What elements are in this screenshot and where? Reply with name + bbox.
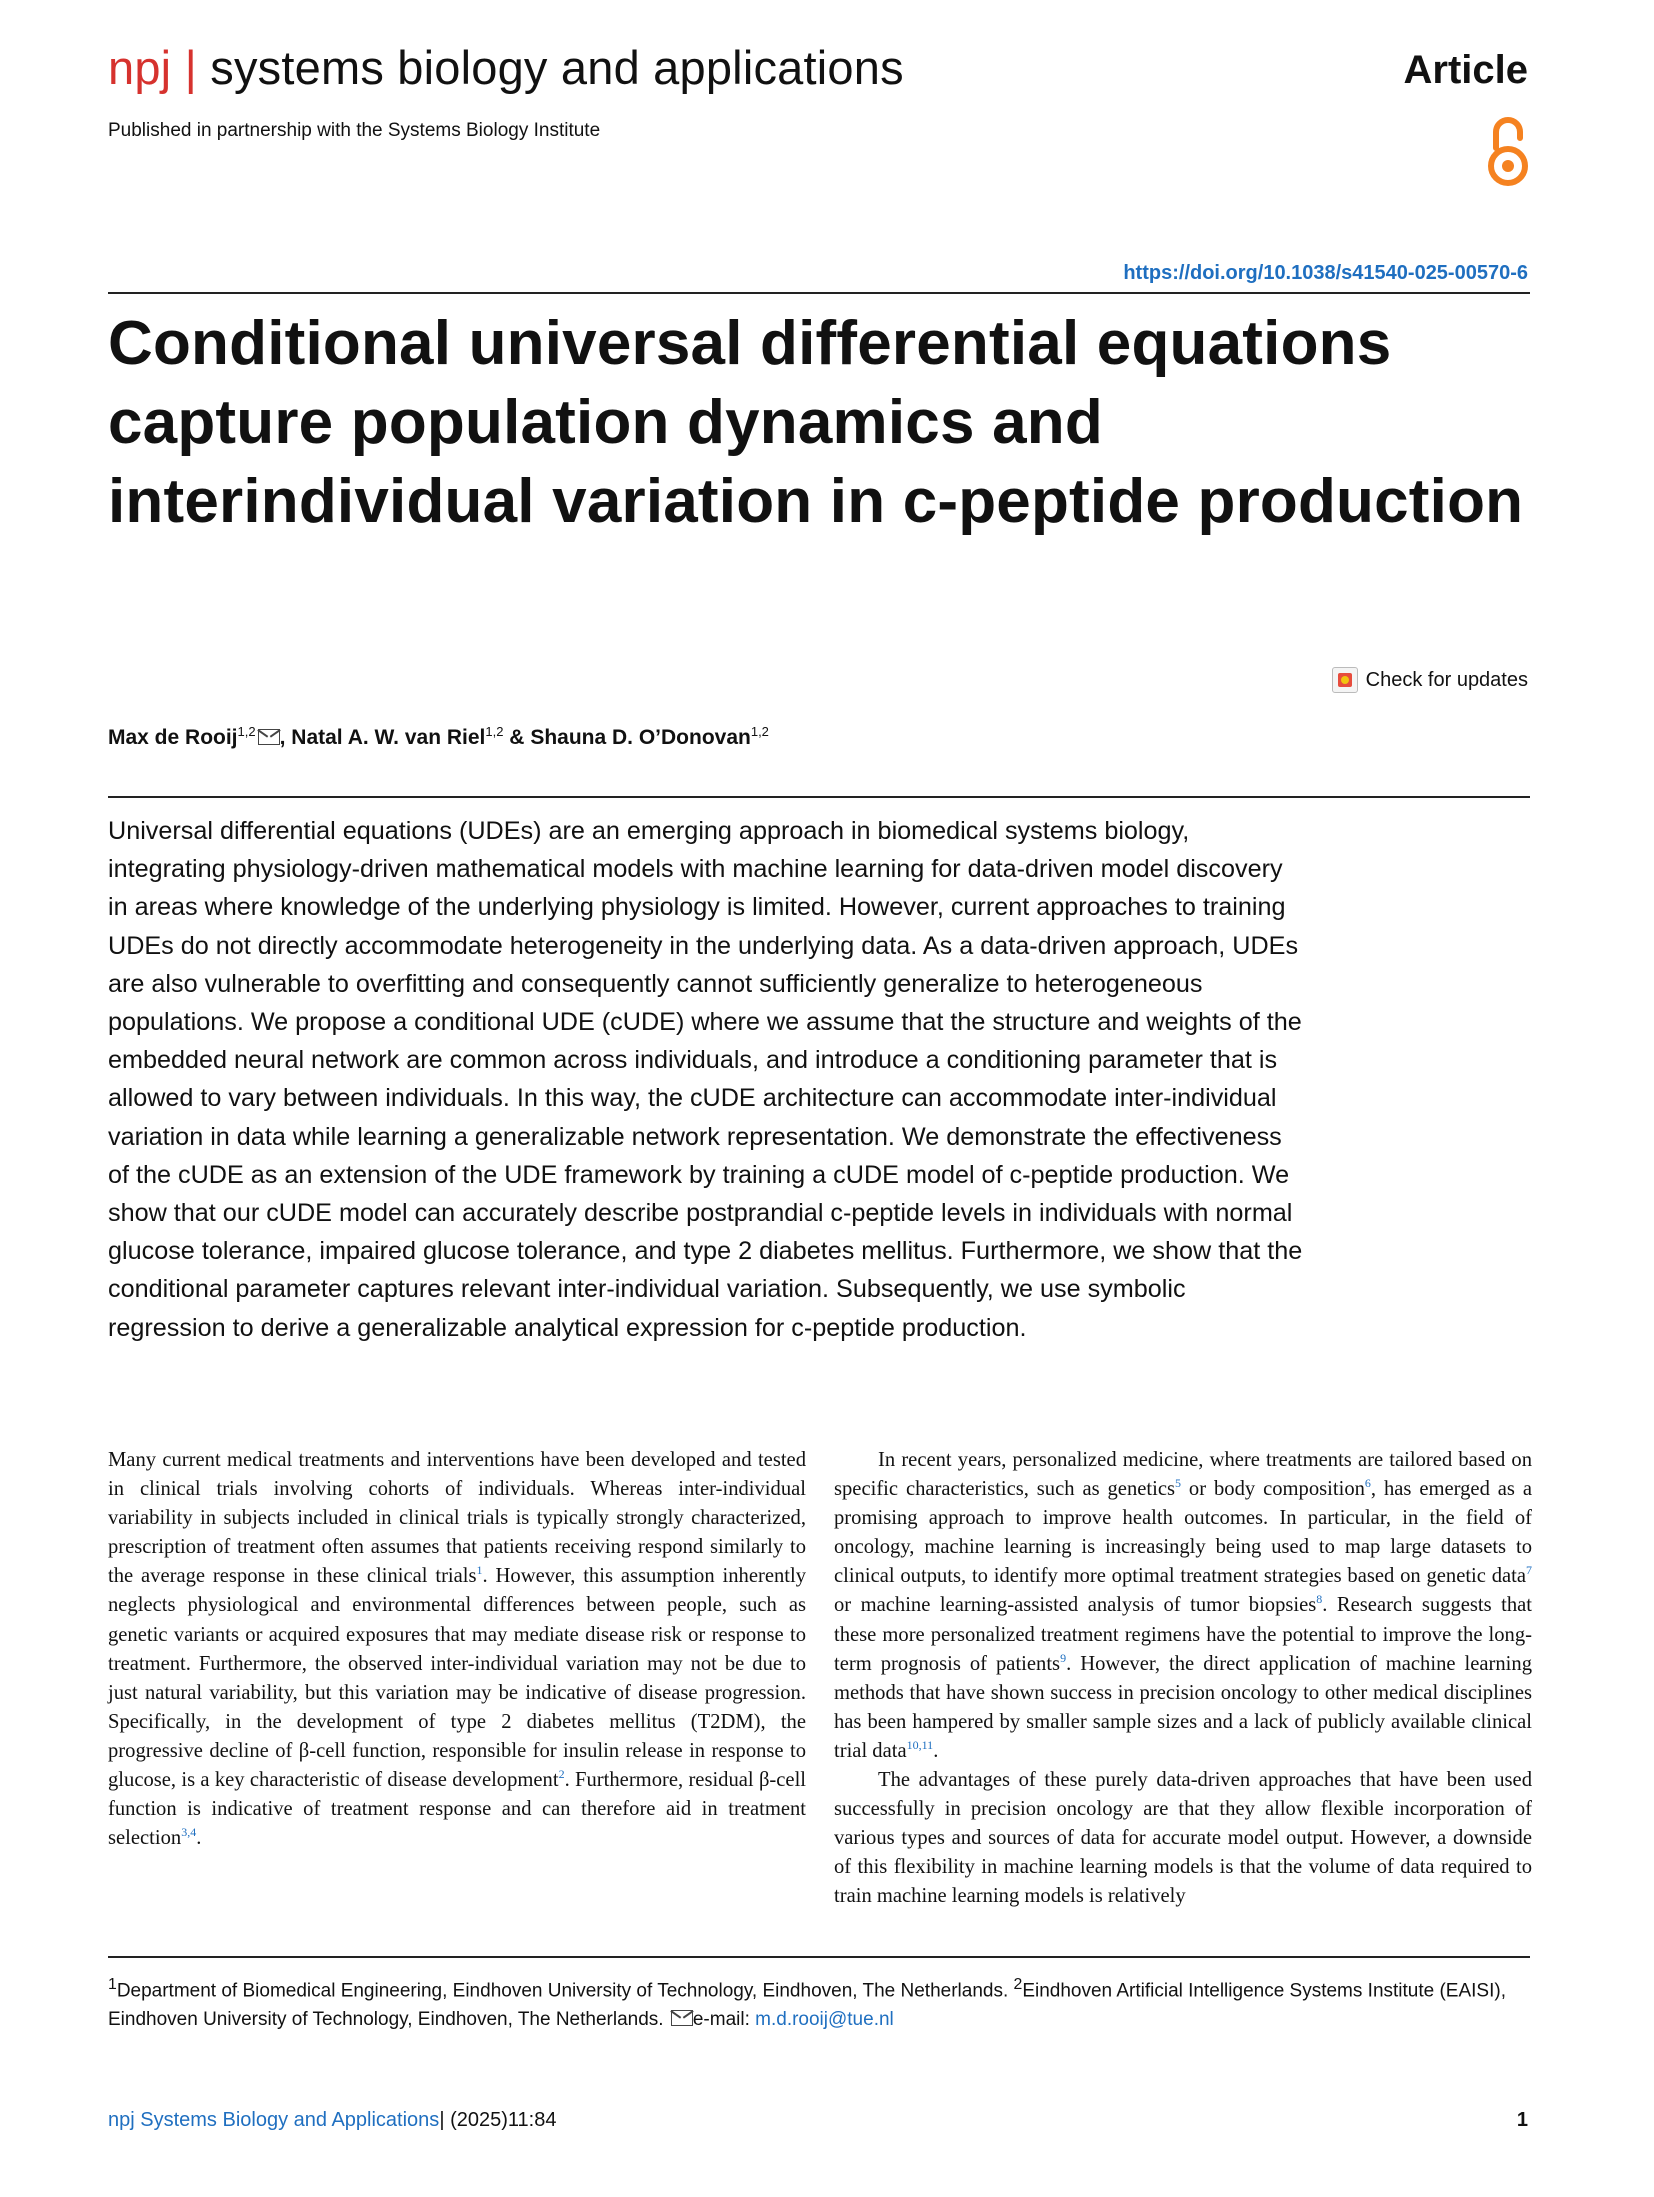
footer-journal-link[interactable]: npj Systems Biology and Applications [108, 2109, 440, 2131]
page-number: 1 [1516, 2109, 1528, 2131]
journal-separator: | [184, 41, 198, 94]
doi-link[interactable]: https://doi.org/10.1038/s41540-025-00570-6 [1123, 262, 1528, 284]
author-affiliation: 1,2 [750, 724, 769, 739]
author-list [108, 718, 769, 752]
article-type: Article [1403, 48, 1528, 92]
citation-link[interactable]: 9 [1060, 1650, 1067, 1665]
citation-link[interactable]: 3,4 [181, 1825, 197, 1840]
check-updates-icon [1332, 667, 1358, 693]
journal-title [108, 41, 904, 94]
citation-link[interactable]: 6 [1364, 1476, 1371, 1491]
journal-name: systems biology and applications [210, 41, 904, 94]
journal-prefix: npj [108, 41, 172, 94]
author-name[interactable]: Shauna D. O’Donovan [530, 726, 751, 749]
author-affiliation: 1,2 [485, 724, 504, 739]
author-separator: & [503, 726, 531, 749]
email-link[interactable]: m.d.rooij@tue.nl [755, 2009, 894, 2031]
citation-link[interactable]: 1 [476, 1563, 483, 1578]
title-rule [108, 292, 1530, 294]
citation-link[interactable]: 2 [558, 1767, 565, 1782]
affiliations: $^1$Department of Biomedical Engineering, Eindhoven University of Technology, Eindhoven, The Netherlands. $^2$Eindhoven Artificial Intelligence Systems Institute (EAISI), Eindhoven University of Technology, Eindhoven, The Netherlands. e-mail: m.d.rooij@tue.nl [108, 1976, 1506, 2031]
body-paragraph: The advantages of these purely data-driven approaches that have been used successfully in precision oncology are that they allow flexible incorporation of various types and sources of data for accurate model output. However, a downside of this flexibility in machine learning models is that the volume of data required to train machine learning models is relatively [834, 1769, 1532, 1908]
body-paragraph: In recent years, personalized medicine, where treatments are tailored based on specific characteristics, such as genetics$^5$ or body composition$^6$, has emerged as a promising approach to improve health outcomes. In particular, in the field of oncology, machine learning is increasingly being used to map large datasets to clinical outputs, to identify more optimal treatment strategies based on genetic data$^7$ or machine learning-assisted analysis of tumor biopsies$^8$. Research suggests that these more personalized treatment regimens have the potential to improve the long-term prognosis of patients$^9$. However, the direct application of machine learning methods that have shown success in precision oncology to other medical disciplines has been hampered by smaller sample sizes and a lack of publicly available clinical trial data$^{10,11}$. [834, 1449, 1532, 1762]
footer-volume: | (2025)11:84 [439, 2109, 557, 2131]
abstract-rule [108, 796, 1530, 798]
citation-link[interactable]: 5 [1175, 1476, 1181, 1491]
article-title: Conditional universal differential equations capture population dynamics and interindividual variation in c-peptide production [108, 309, 1524, 536]
envelope-icon [671, 2010, 693, 2026]
envelope-icon[interactable] [258, 729, 280, 745]
author-separator: , [279, 726, 292, 749]
footer-citation [108, 2110, 556, 2130]
body-column-left [108, 1446, 806, 1853]
author-name[interactable]: Natal A. W. van Riel [291, 726, 486, 749]
author-name[interactable]: Max de Rooij [108, 726, 238, 749]
abstract: Universal differential equations (UDEs) are an emerging approach in biomedical systems biology, integrating physiology-driven mathematical models with machine learning for data-driven model discovery in areas where knowledge of the underlying physiology is limited. However, current approaches to training UDEs do not directly accommodate heterogeneity in the underlying data. As a data-driven approach, UDEs are also vulnerable to overfitting and consequently cannot sufficiently generalize to heterogeneous populations. We propose a conditional UDE (cUDE) where we assume that the structure and weights of the embedded neural network are common across individuals, and introduce a conditioning parameter that is allowed to vary between individuals. In this way, the cUDE architecture can accommodate inter-individual variation in data while learning a generalizable network representation. We demonstrate the effectiveness of the cUDE as an extension of the UDE framework by training a cUDE model of c-peptide production. We show that our cUDE model can accurately describe postprandial c-peptide levels in individuals with normal glucose tolerance, impaired glucose tolerance, and type 2 diabetes mellitus. Furthermore, we show that the conditional parameter captures relevant inter-individual variation. Subsequently, we use symbolic regression to derive a generalizable analytical expression for c-peptide production. [108, 817, 1303, 1342]
citation-link[interactable]: 7 [1526, 1563, 1532, 1578]
body-column-right [834, 1446, 1532, 1912]
open-access-icon [1487, 114, 1529, 190]
author-affiliation: 1,2 [237, 724, 256, 739]
partnership-note: Published in partnership with the Systems Biology Institute [108, 120, 601, 141]
body-paragraph: Many current medical treatments and interventions have been developed and tested in clinical trials involving cohorts of individuals. Whereas inter-individual variability in subjects included in clinical trials is typically strongly characterized, prescription of treatment often assumes that patients receiving respond similarly to the average response in these clinical trials$^1$. However, this assumption inherently neglects physiological and environmental differences between people, such as genetic variants or acquired exposures that may mediate disease risk or response to treatment. Furthermore, the observed inter-individual variation may not be due to just natural variability, but this variation may be indicative of disease progression. Specifically, in the development of type 2 diabetes mellitus (T2DM), the progressive decline of β-cell function, responsible for insulin release in response to glucose, is a key characteristic of disease development$^2$. Furthermore, residual β-cell function is indicative of treatment response and can therefore aid in treatment selection$^{3,4}$. [108, 1449, 807, 1850]
check-updates-label: Check for updates [1365, 669, 1528, 691]
affiliation-rule [108, 1956, 1530, 1958]
citation-link[interactable]: 10,11 [906, 1738, 934, 1753]
check-for-updates[interactable] [1332, 666, 1528, 694]
citation-link[interactable]: 8 [1316, 1592, 1323, 1607]
